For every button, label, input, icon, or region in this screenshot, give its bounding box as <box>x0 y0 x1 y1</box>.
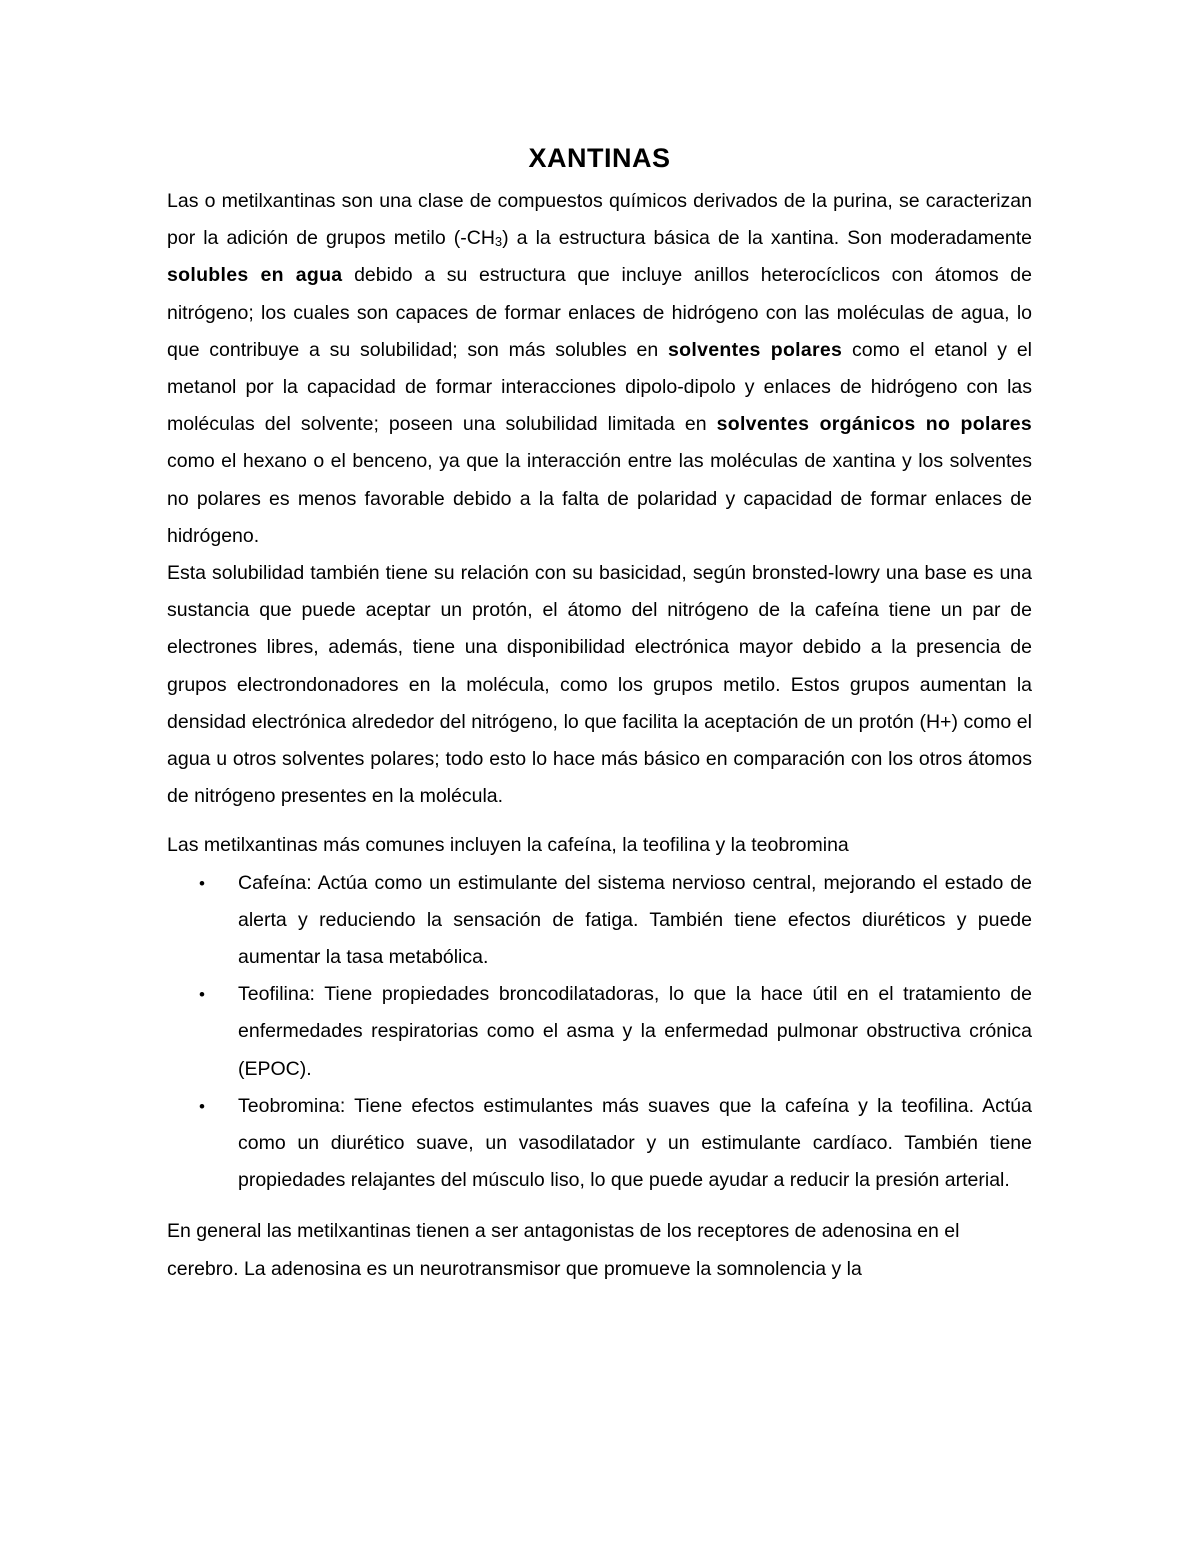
paragraph-common-methylxanthines: Las metilxantinas más comunes incluyen la cafeína, la teofilina y la teobromina <box>167 834 849 857</box>
paragraph-solubility <box>167 183 1032 555</box>
bold-term: solventes orgánicos no polares <box>716 413 1032 436</box>
list-item-text: Teofilina: Tiene propiedades broncodilatadoras, lo que la hace útil en el tratamiento de enfermedades respiratorias como el asma y la enfermedad pulmonar obstructiva crónica (EPOC). <box>238 983 1032 1080</box>
text-run: debido a su estructura que incluye anillos heterocíclicos con átomos de nitrógeno; los cuales son capaces de formar enlaces de hidrógeno con las moléculas de agua, lo que contribuye a su solubilidad; son más solubles en <box>167 264 1032 361</box>
bullet-icon: • <box>199 873 205 893</box>
text-run: como el etanol y el metanol por la capacidad de formar interacciones dipolo-dipolo y enlaces de hidrógeno con las moléculas del solvente; poseen una solubilidad limitada en <box>167 338 1032 436</box>
bullet-icon: • <box>199 1096 205 1116</box>
list-item-text: Cafeína: Actúa como un estimulante del sistema nervioso central, mejorando el estado de alerta y reduciendo la sensación de fatiga. También tiene efectos diuréticos y puede aumentar la tasa metabólica. <box>238 871 1032 969</box>
text-run: ) a la estructura básica de la xantina. Son moderadamente <box>502 227 1032 250</box>
text-run: como el hexano o el benceno, ya que la interacción entre las moléculas de xantina y los solventes no polares es menos favorable debido a la falta de polaridad y capacidad de formar enlaces de hidrógeno. <box>167 450 1032 547</box>
paragraph-basicity: Esta solubilidad también tiene su relación con su basicidad, según bronsted-lowry una base es una sustancia que puede aceptar un protón, el átomo del nitrógeno de la cafeína tiene un par de electrones libres, además, tiene una disponibilidad electrónica mayor debido a la presencia de grupos electrondonadores en la molécula, como los grupos metilo. Estos grupos aumentan la densidad electrónica alrededor del nitrógeno, lo que facilita la aceptación de un protón (H+) como el agua u otros solventes polares; todo esto lo hace más básico en comparación con los otros átomos de nitrógeno presentes en la molécula. <box>167 562 1032 808</box>
list-item <box>167 865 1032 977</box>
subscript-3: 3 <box>494 234 503 250</box>
list-item-text: Teobromina: Tiene efectos estimulantes más suaves que la cafeína y la teofilina. Actúa como un diurético suave, un vasodilatador y un estimulante cardíaco. También tiene propiedades relajantes del músculo liso, lo que puede ayudar a reducir la presión arterial. <box>238 1094 1032 1192</box>
list-item <box>167 1088 1032 1200</box>
methylxanthine-list <box>167 865 1032 1200</box>
text-run: Las o metilxantinas son una clase de compuestos químicos derivados de la purina, se caracterizan por la adición de grupos metilo (-CH <box>167 190 1032 250</box>
bold-term: solventes polares <box>668 338 843 361</box>
bold-term: solubles en agua <box>167 264 343 287</box>
bullet-icon: • <box>199 985 205 1005</box>
document-title: XANTINAS <box>528 143 671 173</box>
list-item <box>167 976 1032 1088</box>
document-page <box>167 138 1032 1288</box>
paragraph-adenosine: En general las metilxantinas tienen a ser antagonistas de los receptores de adenosina en el cerebro. La adenosina es un neurotransmisor que promueve la somnolencia y la <box>167 1220 960 1280</box>
